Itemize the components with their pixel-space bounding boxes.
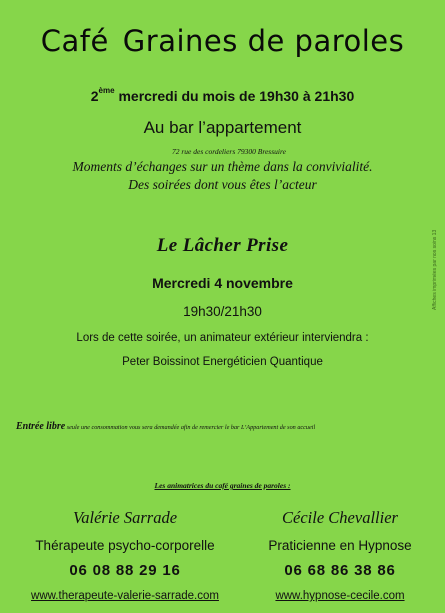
event-speaker: Peter Boissinot Energéticien Quantique (122, 356, 323, 368)
title-word-graines: Graines de paroles (122, 24, 405, 58)
host-website-link[interactable]: www.hypnose-cecile.com (275, 590, 405, 602)
event-description: Lors de cette soirée, un animateur extérieur interviendra : (76, 332, 369, 344)
host-name: Cécile Chevallier (282, 508, 398, 527)
side-note: Affiches imprimées par nos soins 13 (432, 229, 438, 310)
host-phone: 06 08 88 29 16 (69, 562, 181, 579)
host-role: Praticienne en Hypnose (268, 538, 412, 553)
venue-address: 72 rue des cordeliers 79300 Bressuire (172, 147, 286, 156)
entree-bold: Entrée libre (16, 421, 66, 432)
venue-name: Au bar l’appartement (143, 118, 302, 137)
schedule-ordinal: 2 (90, 88, 99, 104)
host-phone: 06 68 86 38 86 (284, 562, 396, 579)
animatrices-heading: Les animatrices du café graines de paroles : (154, 481, 291, 490)
intro-line-2: Des soirées dont vous êtes l’acteur (128, 177, 317, 192)
schedule-suffix: ème (98, 86, 115, 95)
host-name: Valérie Sarrade (72, 508, 178, 527)
event-hours: 19h30/21h30 (183, 304, 262, 319)
title-word-cafe: Café (40, 24, 109, 58)
host-website-link[interactable]: www.therapeute-valerie-sarrade.com (31, 590, 219, 602)
entree-text: seule une consommation vous sera demandée afin de remercier le bar L’Appartement de son accueil (66, 424, 316, 431)
event-theme: Le Lâcher Prise (156, 235, 289, 256)
event-date: Mercredi 4 novembre (152, 275, 293, 291)
schedule-line (0, 88, 445, 104)
schedule-text: mercredi du mois de 19h30 à 21h30 (118, 88, 355, 104)
page-title (0, 24, 445, 58)
intro-line-1: Moments d’échanges sur un thème dans la convivialité. (72, 159, 373, 174)
host-role: Thérapeute psycho-corporelle (35, 538, 215, 553)
entree-note (16, 421, 315, 432)
